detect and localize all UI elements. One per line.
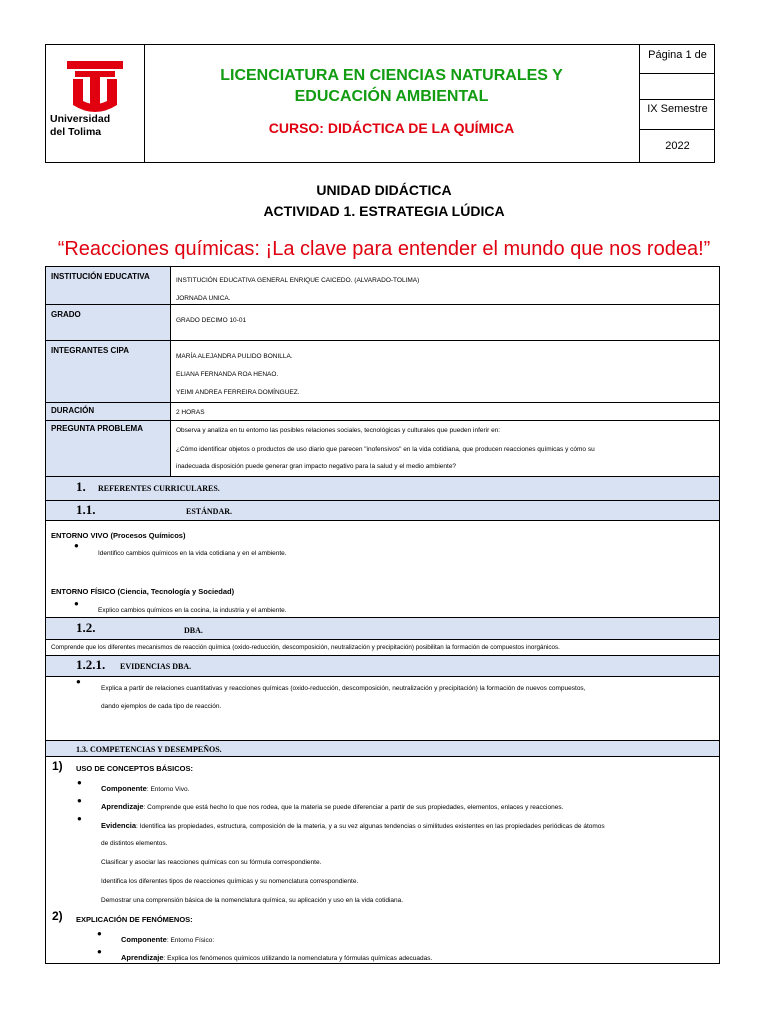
problem-text-3: inadecuada disposición puede generar gran impacto negativo para la salud y el medio ambiente? — [176, 463, 457, 470]
row-problem — [46, 421, 719, 477]
members-label: INTEGRANTES CIPA — [46, 341, 171, 402]
year: 2022 — [665, 140, 690, 152]
section-1-1-number: 1.1. — [76, 502, 96, 517]
logo-cell — [46, 45, 145, 162]
member-item: MARÍA ALEJANDRA PULIDO BONILLA. — [176, 353, 293, 360]
component-value: : Entorno Físico: — [166, 937, 215, 944]
duration-label: DURACIÓN — [46, 403, 171, 420]
logo-text-line2: del Tolima — [50, 126, 102, 138]
component-label: Componente — [101, 784, 147, 793]
quote-title: “Reacciones químicas: ¡La clave para entender el mundo que nos rodea!” — [57, 238, 711, 260]
bullet-icon: ● — [77, 778, 82, 787]
section-1-2-1-header — [46, 656, 719, 677]
member-item: ELIANA FERNANDA ROA HENAO. — [176, 371, 279, 378]
bullet-icon: ● — [77, 814, 82, 823]
competency-2-number: 2) — [52, 909, 63, 923]
semester: IX Semestre — [647, 103, 708, 115]
problem-label: PREGUNTA PROBLEMA — [46, 421, 171, 476]
logo-text — [50, 113, 142, 139]
learning-value: : Comprende que está hecho lo que nos rodea, que la materia se puede diferenciar a partir de sus propiedades, elementos, enlaces y reacciones. — [143, 804, 564, 811]
title-cell — [144, 45, 640, 162]
competency-1-title: USO DE CONCEPTOS BÁSICOS: — [76, 764, 193, 773]
problem-text-2: ¿Cómo identificar objetos o productos de uso diario que parecen "inofensivos" en la vida cotidiana, que producen reacciones químicas y cómo su — [176, 446, 595, 453]
section-1-2-1-title: EVIDENCIAS DBA. — [120, 662, 192, 671]
evidence-text-2: dando ejemplos de cada tipo de reacción. — [101, 703, 222, 710]
section-1-2-header — [46, 618, 719, 640]
evidence-item-3: Identifica los diferentes tipos de reacciones químicas y su nomenclatura correspondiente. — [101, 878, 359, 885]
activity-title: ACTIVIDAD 1. ESTRATEGIA LÚDICA — [263, 203, 505, 219]
bullet-icon: ● — [97, 947, 102, 956]
section-1-2-title: DBA. — [184, 626, 203, 635]
evidence-item-4: Demostrar una comprensión básica de la nomenclatura química, su aplicación y uso en la vida cotidiana. — [101, 897, 404, 904]
problem-text-1: Observa y analiza en tu entorno las posibles relaciones sociales, tecnológicas y culturales que pueden inferir en: — [176, 427, 501, 434]
evidence-continued: de distintos elementos. — [101, 840, 168, 847]
program-title-line1: LICENCIATURA EN CIENCIAS NATURALES Y — [220, 67, 563, 84]
program-title — [144, 65, 639, 107]
competency-1-number: 1) — [52, 759, 63, 773]
unit-title: UNIDAD DIDÁCTICA — [316, 182, 452, 198]
env-phys-item: Explico cambios químicos en la cocina, la industria y el ambiente. — [98, 607, 287, 614]
grade-value: GRADO DECIMO 10-01 — [176, 317, 247, 324]
institution-value: INSTITUCIÓN EDUCATIVA GENERAL ENRIQUE CAICEDO. (ALVARADO-TOLIMA) — [176, 277, 420, 284]
standards-block — [46, 521, 719, 618]
row-grade — [46, 305, 719, 341]
competency-2-title: EXPLICACIÓN DE FENÓMENOS: — [76, 915, 193, 924]
program-title-line2: EDUCACIÓN AMBIENTAL — [294, 88, 489, 105]
learning-value: : Explica los fenómenos químicos utilizando la nomenclatura y fórmulas químicas adecuadas. — [163, 955, 433, 962]
env-phys-title: ENTORNO FÍSICO (Ciencia, Tecnología y Sociedad) — [51, 587, 235, 596]
row-members — [46, 341, 719, 403]
bullet-icon: ● — [74, 599, 79, 608]
section-1-number: 1. — [76, 479, 86, 494]
evidence-block — [46, 677, 719, 741]
component-label: Componente — [121, 935, 167, 944]
learning-label: Aprendizaje — [101, 802, 144, 811]
section-1-1-header — [46, 501, 719, 521]
activity-table — [45, 266, 720, 964]
university-logo-icon — [65, 57, 125, 117]
document-header — [45, 44, 715, 163]
institution-label: INSTITUCIÓN EDUCATIVA — [46, 267, 171, 304]
meta-cell — [640, 45, 715, 162]
section-1-2-1-number: 1.2.1. — [76, 657, 106, 672]
member-item: YEIMI ANDREA FERREIRA DOMÍNGUEZ. — [176, 389, 300, 396]
grade-label: GRADO — [46, 305, 171, 340]
dba-row — [46, 640, 719, 656]
bullet-icon: ● — [76, 677, 81, 686]
env-live-title: ENTORNO VIVO (Procesos Químicos) — [51, 531, 186, 540]
section-1-2-number: 1.2. — [76, 620, 96, 635]
bullet-icon: ● — [74, 541, 79, 550]
component-value: : Entorno Vivo. — [146, 786, 190, 793]
evidence-label: Evidencia — [101, 821, 137, 830]
page-number: Página 1 de — [648, 49, 707, 61]
section-1-header — [46, 477, 719, 501]
logo-text-line1: Universidad — [50, 113, 111, 125]
institution-shift: JORNADA UNICA. — [176, 295, 231, 302]
row-duration — [46, 403, 719, 421]
bullet-icon: ● — [77, 796, 82, 805]
dba-text: Comprende que los diferentes mecanismos de reacción química (oxido-reducción, descomposición, neutralización y precipitación) posibilitan la formación de compuestos inorgánicos. — [51, 644, 560, 651]
bullet-icon: ● — [97, 929, 102, 938]
learning-label: Aprendizaje — [121, 953, 164, 962]
section-1-1-title: ESTÁNDAR. — [186, 507, 233, 516]
section-1-3-header — [46, 741, 719, 757]
section-1-title: REFERENTES CURRICULARES. — [98, 484, 220, 493]
duration-value: 2 HORAS — [176, 409, 205, 416]
course-title: CURSO: DIDÁCTICA DE LA QUÍMICA — [268, 120, 515, 136]
env-live-item: Identifico cambios químicos en la vida cotidiana y en el ambiente. — [98, 550, 287, 557]
competencies-block — [46, 757, 719, 963]
evidence-text-1: Explica a partir de relaciones cuantitativas y reacciones químicas (oxido-reducción, descomposición, neutralización y precipitación) la formación de nuevos compuestos, — [101, 685, 586, 692]
evidence-item-2: Clasificar y asociar las reacciones químicas con su fórmula correspondiente. — [101, 859, 322, 866]
section-1-3-title: 1.3. COMPETENCIAS Y DESEMPEÑOS. — [76, 745, 222, 754]
evidence-value: : Identifica las propiedades, estructura, composición de la materia, y a su vez algunas tendencias o similitudes existentes en las propiedades periódicas de átomos — [136, 823, 605, 830]
row-institution — [46, 267, 719, 305]
